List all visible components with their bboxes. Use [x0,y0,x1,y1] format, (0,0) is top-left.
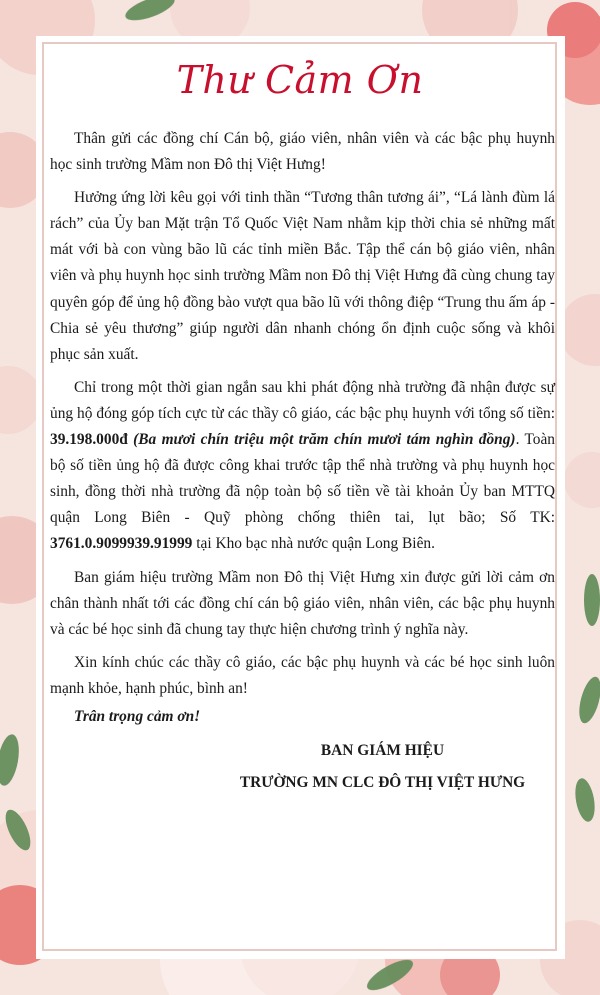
donation-amount-words: (Ba mươi chín triệu một trăm chín mươi tám nghìn đồng) [133,431,516,449]
thanks-paragraph: Ban giám hiệu trường Mầm non Đô thị Việt Hưng xin được gửi lời cảm ơn chân thành nhất tới các đồng chí cán bộ giáo viên, nhân viên, các bậc phụ huynh và các bé học sinh đã chung tay thực hiện chương trình ý nghĩa này. [50,568,555,638]
wishes-paragraph: Xin kính chúc các thầy cô giáo, các bậc phụ huynh và các bé học sinh luôn mạnh khỏe, hạnh phúc, bình an! [50,653,555,697]
donation-amount: 39.198.000đ [50,431,128,449]
letter-body [50,126,555,796]
signature-school: TRƯỜNG MN CLC ĐÔ THỊ VIỆT HƯNG [239,774,526,792]
greeting-paragraph: Thân gửi các đồng chí Cán bộ, giáo viên, nhân viên và các bậc phụ huynh học sinh trường Mầm non Đô thị Việt Hưng! [50,130,555,174]
letter-title: Thư Cảm Ơn [176,58,424,102]
donation-text-c: tại Kho bạc nhà nước quận Long Biên. [192,535,435,553]
donation-paragraph [50,375,555,558]
donation-text-b: . Toàn bộ số tiền ủng hộ đã được công khai trước tập thể nhà trường và phụ huynh học sinh, đồng thời nhà trường đã nộp toàn bộ số tiền về tài khoản Ủy ban MTTQ quận Long Biên - Quỹ phòng chống thiên tai, lụt bão; Số TK: [50,431,556,527]
signature-title: BAN GIÁM HIỆU [320,742,445,760]
donation-text-a: Chỉ trong một thời gian ngắn sau khi phát động nhà trường đã nhận được sự ủng hộ đóng góp tích cực từ các thầy cô giáo, các bậc phụ huynh với tổng số tiền: [50,378,555,422]
account-number: 3761.0.9099939.91999 [50,535,193,553]
appeal-paragraph: Hưởng ứng lời kêu gọi với tinh thần “Tương thân tương ái”, “Lá lành đùm lá rách” của Ủy ban Mặt trận Tổ Quốc Việt Nam nhằm kịp thời chia sẻ những mất mát với bà con vùng bão lũ các tỉnh miền Bắc. Tập thể cán bộ giáo viên, nhân viên và phụ huynh học sinh trường Mầm non Đô thị Việt Hưng đã cùng chung tay quyên góp để ủng hộ đồng bào vượt qua bão lũ với thông điệp “Trung thu ấm áp - Chia sẻ yêu thương” giúp người dân nhanh chóng ổn định cuộc sống và khôi phục sản xuất. [50,189,555,363]
closing-line: Trân trọng cảm ơn! [74,707,201,725]
